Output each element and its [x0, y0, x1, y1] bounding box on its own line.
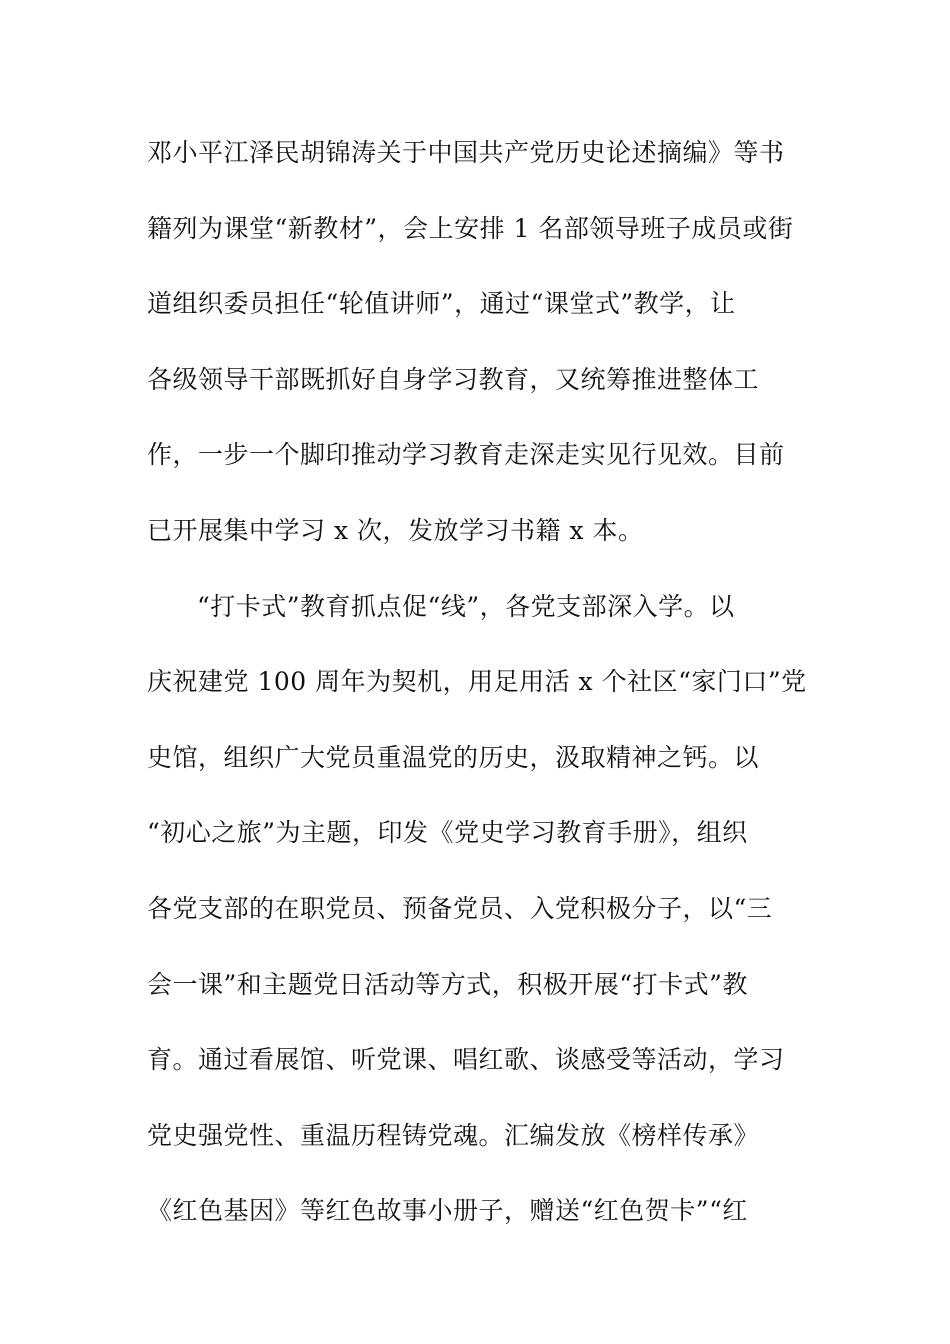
text-line: 庆祝建党 100 周年为契机，用足用活 x 个社区“家门口”党 [147, 667, 807, 697]
text-line: 会一课”和主题党日活动等方式，积极开展“打卡式”教 [147, 969, 748, 999]
paragraph-first-line: “打卡式”教育抓点促“线”，各党支部深入学。以 [197, 591, 735, 621]
text-line: 党史强党性、重温历程铸党魂。汇编发放《榜样传承》 [147, 1120, 760, 1150]
text-line: 育。通过看展馆、听党课、唱红歌、谈感受等活动，学习 [147, 1045, 785, 1075]
text-line: 史馆，组织广大党员重温党的历史，汲取精神之钙。以 [147, 742, 760, 772]
text-line: 道组织委员担任“轮值讲师”，通过“课堂式”教学，让 [147, 289, 736, 319]
text-line: 作，一步一个脚印推动学习教育走深走实见行见效。目前 [147, 440, 785, 470]
text-line: 邓小平江泽民胡锦涛关于中国共产党历史论述摘编》等书 [147, 138, 785, 167]
text-line: 各党支部的在职党员、预备党员、入党积极分子，以“三 [147, 893, 773, 923]
text-line: 籍列为课堂“新教材”，会上安排 1 名部领导班子成员或街 [147, 213, 794, 243]
body-text [147, 131, 817, 1265]
text-line: “初心之旅”为主题，印发《党史学习教育手册》，组织 [147, 818, 748, 848]
text-line: 已开展集中学习 x 次，发放学习书籍 x 本。 [147, 515, 644, 545]
text-line: 《红色基因》等红色故事小册子，赠送“红色贺卡”“红 [147, 1196, 748, 1226]
text-line: 各级领导干部既抓好自身学习教育，又统筹推进整体工 [147, 364, 760, 394]
